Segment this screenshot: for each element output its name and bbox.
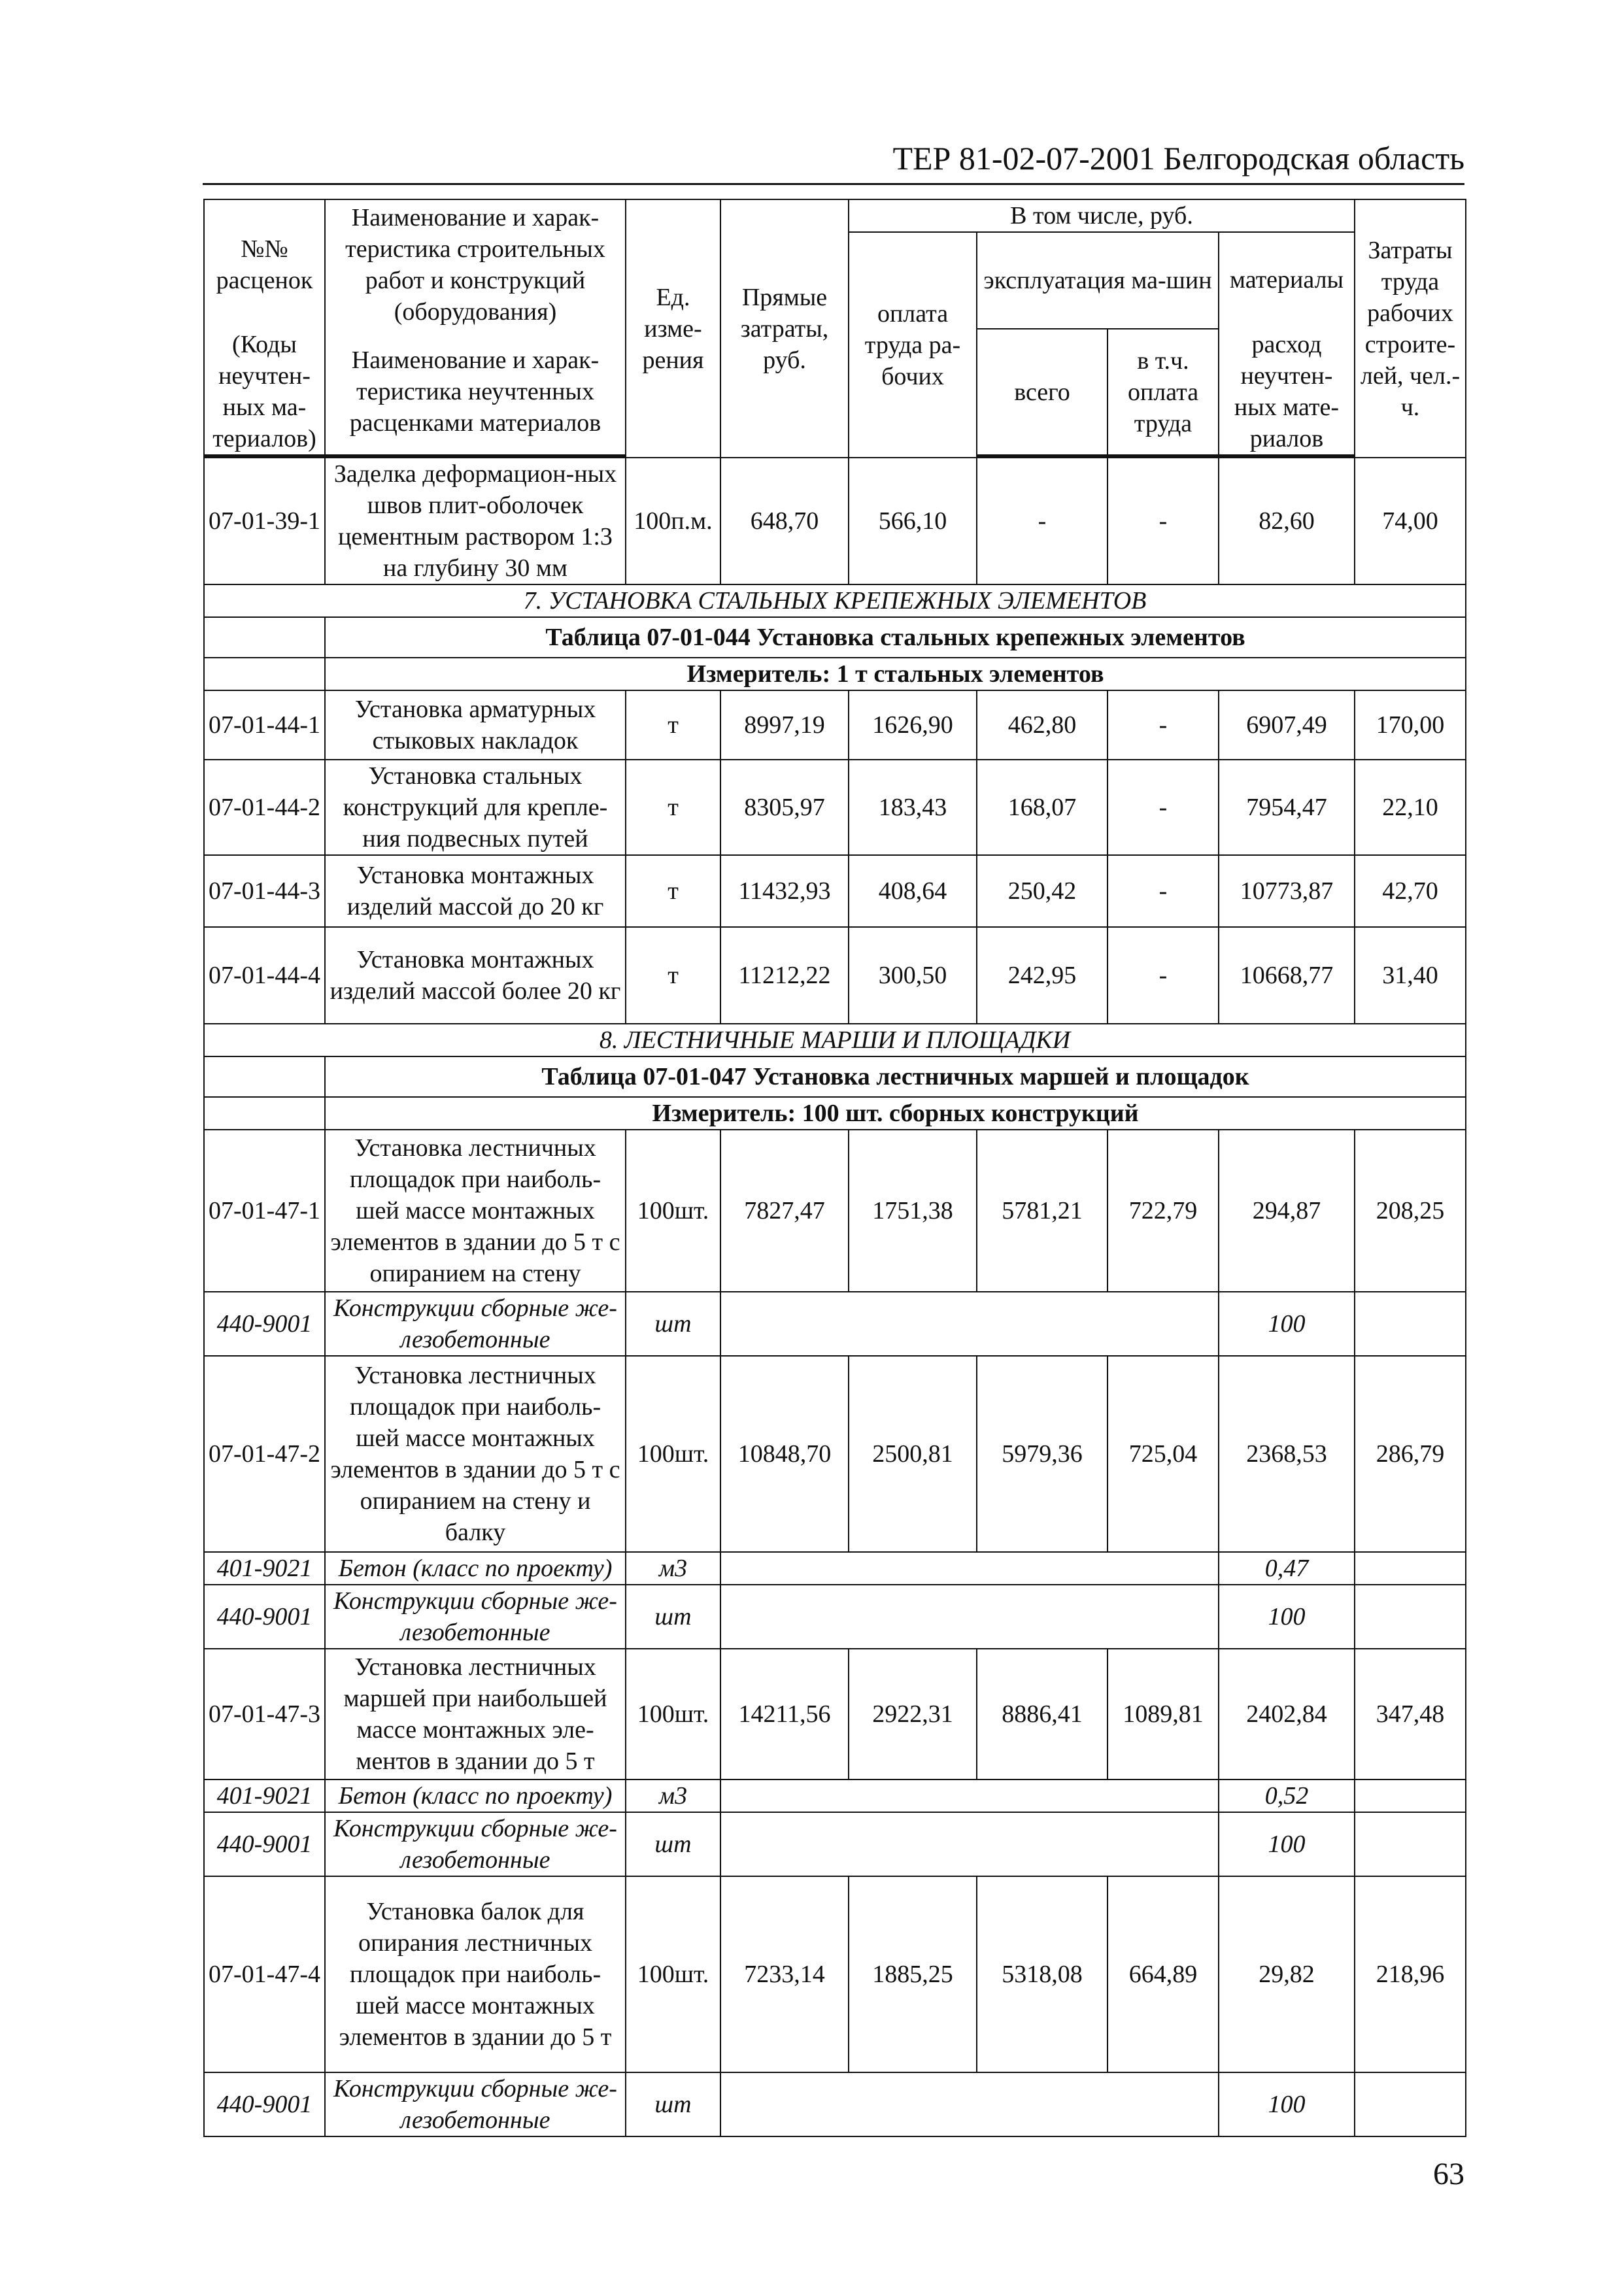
material-code: 440-9001 (204, 1812, 325, 1876)
material-unit: шт (626, 1812, 720, 1876)
col-header-incl: В том числе, руб. (849, 199, 1355, 232)
machines-total: 5781,21 (977, 1130, 1108, 1292)
measure-label: Измеритель: 100 шт. сборных конструкций (325, 1097, 1466, 1130)
material-row (204, 2072, 1466, 2136)
col-header-name: Наименование и харак-теристика строительных работ и конструкций (оборудования) (325, 199, 626, 329)
machines-total: 8886,41 (977, 1649, 1108, 1780)
work-name: Заделка деформацион-ных швов плит-оболочек цементным раствором 1:3 на глубину 30 мм (325, 458, 626, 584)
material-code: 440-9001 (204, 1585, 325, 1649)
table-title-row (204, 1056, 1466, 1097)
col-header-machines-total: всего (977, 329, 1108, 455)
measure-row (204, 1097, 1466, 1130)
table-row (204, 927, 1466, 1024)
measure-row (204, 658, 1466, 690)
rate-code: 07-01-44-4 (204, 927, 325, 1024)
machines-pay: - (1108, 855, 1219, 927)
work-name: Установка балок для опирания лестничных площадок при наиболь-шей массе монтажных элементов в здании до 5 т (325, 1876, 626, 2072)
material-quantity: 0,52 (1219, 1780, 1355, 1812)
table-row (204, 760, 1466, 855)
material-name: Конструкции сборные же-лезобетонные (325, 1585, 626, 1649)
header-rule (203, 183, 1464, 185)
unit: т (626, 855, 720, 927)
section-row (204, 1024, 1466, 1056)
material-row (204, 1780, 1466, 1812)
measure-label: Измеритель: 1 т стальных элементов (325, 658, 1466, 690)
table-row (204, 458, 1466, 584)
direct-costs: 10848,70 (720, 1356, 849, 1552)
material-unit: м3 (626, 1780, 720, 1812)
work-name: Установка арматурных стыковых накладок (325, 690, 626, 760)
labor-hours: 218,96 (1355, 1876, 1466, 2072)
material-unit: м3 (626, 1552, 720, 1585)
labor-hours: 286,79 (1355, 1356, 1466, 1552)
empty-cell (1355, 1292, 1466, 1356)
labor-pay: 1626,90 (849, 690, 977, 760)
page-number: 63 (1433, 2157, 1464, 2191)
machines-total: 168,07 (977, 760, 1108, 855)
section-title: 8. ЛЕСТНИЧНЫЕ МАРШИ И ПЛОЩАДКИ (204, 1024, 1466, 1056)
header-row (204, 199, 1466, 232)
labor-pay: 1885,25 (849, 1876, 977, 2072)
table-title: Таблица 07-01-044 Установка стальных крепежных элементов (325, 617, 1466, 658)
empty-cell (1355, 1780, 1466, 1812)
col-header-code: №№ расценок (204, 199, 325, 329)
unit: т (626, 760, 720, 855)
col-header-materials-sub: расход неучтен-ных мате-риалов (1219, 329, 1355, 455)
materials: 294,87 (1219, 1130, 1355, 1292)
unit: 100п.м. (626, 458, 720, 584)
work-name: Установка лестничных площадок при наиболь-шей массе монтажных элементов в здании до 5 т с опиранием на стену и балку (325, 1356, 626, 1552)
material-row (204, 1552, 1466, 1585)
material-code: 440-9001 (204, 1292, 325, 1356)
rate-code: 07-01-39-1 (204, 458, 325, 584)
col-header-machines-pay: в т.ч. оплата труда (1108, 329, 1219, 455)
material-quantity: 100 (1219, 2072, 1355, 2136)
labor-hours: 208,25 (1355, 1130, 1466, 1292)
direct-costs: 7827,47 (720, 1130, 849, 1292)
material-quantity: 100 (1219, 1585, 1355, 1649)
machines-pay: - (1108, 690, 1219, 760)
empty-cell (720, 1292, 1219, 1356)
labor-pay: 2922,31 (849, 1649, 977, 1780)
material-code: 401-9021 (204, 1552, 325, 1585)
empty-cell (720, 2072, 1219, 2136)
machines-pay: - (1108, 760, 1219, 855)
material-row (204, 1292, 1466, 1356)
empty-cell (720, 1552, 1219, 1585)
table-row (204, 855, 1466, 927)
rate-code: 07-01-47-3 (204, 1649, 325, 1780)
rate-code: 07-01-44-1 (204, 690, 325, 760)
document-header: ТЕР 81-02-07-2001 Белгородская область (892, 140, 1464, 177)
labor-pay: 2500,81 (849, 1356, 977, 1552)
material-name: Бетон (класс по проекту) (325, 1552, 626, 1585)
material-name: Бетон (класс по проекту) (325, 1780, 626, 1812)
materials: 10773,87 (1219, 855, 1355, 927)
labor-pay: 183,43 (849, 760, 977, 855)
machines-pay: 664,89 (1108, 1876, 1219, 2072)
materials: 2368,53 (1219, 1356, 1355, 1552)
work-name: Установка монтажных изделий массой более 20 кг (325, 927, 626, 1024)
material-row (204, 1585, 1466, 1649)
empty-cell (204, 1097, 325, 1130)
labor-hours: 170,00 (1355, 690, 1466, 760)
unit: 100шт. (626, 1649, 720, 1780)
labor-hours: 74,00 (1355, 458, 1466, 584)
material-code: 401-9021 (204, 1780, 325, 1812)
machines-total: - (977, 458, 1108, 584)
materials: 29,82 (1219, 1876, 1355, 2072)
col-header-machines: эксплуатация ма-шин (977, 232, 1219, 329)
table-row (204, 1876, 1466, 2072)
machines-pay: - (1108, 927, 1219, 1024)
empty-cell (720, 1585, 1219, 1649)
machines-total: 250,42 (977, 855, 1108, 927)
table-row (204, 1649, 1466, 1780)
direct-costs: 11212,22 (720, 927, 849, 1024)
empty-cell (720, 1812, 1219, 1876)
rate-code: 07-01-44-2 (204, 760, 325, 855)
labor-hours: 347,48 (1355, 1649, 1466, 1780)
material-name: Конструкции сборные же-лезобетонные (325, 2072, 626, 2136)
material-unit: шт (626, 1292, 720, 1356)
material-name: Конструкции сборные же-лезобетонные (325, 1812, 626, 1876)
material-quantity: 0,47 (1219, 1552, 1355, 1585)
rate-code: 07-01-47-2 (204, 1356, 325, 1552)
machines-pay: 1089,81 (1108, 1649, 1219, 1780)
materials: 6907,49 (1219, 690, 1355, 760)
empty-cell (1355, 1585, 1466, 1649)
labor-pay: 300,50 (849, 927, 977, 1024)
rate-code: 07-01-47-1 (204, 1130, 325, 1292)
materials: 7954,47 (1219, 760, 1355, 855)
direct-costs: 11432,93 (720, 855, 849, 927)
machines-pay: - (1108, 458, 1219, 584)
materials: 2402,84 (1219, 1649, 1355, 1780)
machines-total: 462,80 (977, 690, 1108, 760)
work-name: Установка лестничных площадок при наиболь-шей массе монтажных элементов в здании до 5 т с опиранием на стену (325, 1130, 626, 1292)
labor-hours: 42,70 (1355, 855, 1466, 927)
section-title: 7. УСТАНОВКА СТАЛЬНЫХ КРЕПЕЖНЫХ ЭЛЕМЕНТОВ (204, 584, 1466, 617)
unit: т (626, 927, 720, 1024)
material-unit: шт (626, 2072, 720, 2136)
section-row (204, 584, 1466, 617)
table-row (204, 1130, 1466, 1292)
machines-pay: 725,04 (1108, 1356, 1219, 1552)
work-name: Установка лестничных маршей при наибольшей массе монтажных эле-ментов в здании до 5 т (325, 1649, 626, 1780)
table-title-row (204, 617, 1466, 658)
labor-hours: 31,40 (1355, 927, 1466, 1024)
direct-costs: 8997,19 (720, 690, 849, 760)
material-unit: шт (626, 1585, 720, 1649)
materials: 82,60 (1219, 458, 1355, 584)
rate-code: 07-01-44-3 (204, 855, 325, 927)
empty-cell (204, 658, 325, 690)
rate-code: 07-01-47-4 (204, 1876, 325, 2072)
labor-pay: 566,10 (849, 458, 977, 584)
empty-cell (1355, 1812, 1466, 1876)
machines-pay: 722,79 (1108, 1130, 1219, 1292)
empty-cell (720, 1780, 1219, 1812)
unit: 100шт. (626, 1876, 720, 2072)
machines-total: 5979,36 (977, 1356, 1108, 1552)
direct-costs: 14211,56 (720, 1649, 849, 1780)
labor-pay: 1751,38 (849, 1130, 977, 1292)
col-header-labor: Затраты труда рабочих строите-лей, чел.-ч. (1355, 199, 1466, 458)
empty-cell (204, 1056, 325, 1097)
work-name: Установка стальных конструкций для крепле-ния подвесных путей (325, 760, 626, 855)
material-name: Конструкции сборные же-лезобетонные (325, 1292, 626, 1356)
empty-cell (1355, 1552, 1466, 1585)
unit: т (626, 690, 720, 760)
materials: 10668,77 (1219, 927, 1355, 1024)
table-title: Таблица 07-01-047 Установка лестничных маршей и площадок (325, 1056, 1466, 1097)
material-code: 440-9001 (204, 2072, 325, 2136)
labor-pay: 408,64 (849, 855, 977, 927)
machines-total: 5318,08 (977, 1876, 1108, 2072)
unit: 100шт. (626, 1130, 720, 1292)
direct-costs: 648,70 (720, 458, 849, 584)
rates-table (203, 199, 1466, 2137)
col-header-labor-pay: оплата труда ра-бочих (849, 232, 977, 458)
empty-cell (204, 617, 325, 658)
col-header-code-sub: (Коды неучтен-ных ма-териалов) (204, 329, 325, 455)
table-row (204, 690, 1466, 760)
direct-costs: 7233,14 (720, 1876, 849, 2072)
col-header-direct: Прямые затраты, руб. (720, 199, 849, 458)
direct-costs: 8305,97 (720, 760, 849, 855)
col-header-materials: материалы (1219, 232, 1355, 326)
labor-hours: 22,10 (1355, 760, 1466, 855)
material-quantity: 100 (1219, 1812, 1355, 1876)
col-header-name-sub: Наименование и харак-теристика неучтенных расценками материалов (325, 329, 626, 455)
material-quantity: 100 (1219, 1292, 1355, 1356)
work-name: Установка монтажных изделий массой до 20 кг (325, 855, 626, 927)
table-row (204, 1356, 1466, 1552)
machines-total: 242,95 (977, 927, 1108, 1024)
unit: 100шт. (626, 1356, 720, 1552)
empty-cell (1355, 2072, 1466, 2136)
col-header-unit: Ед. изме-рения (626, 199, 720, 458)
material-row (204, 1812, 1466, 1876)
